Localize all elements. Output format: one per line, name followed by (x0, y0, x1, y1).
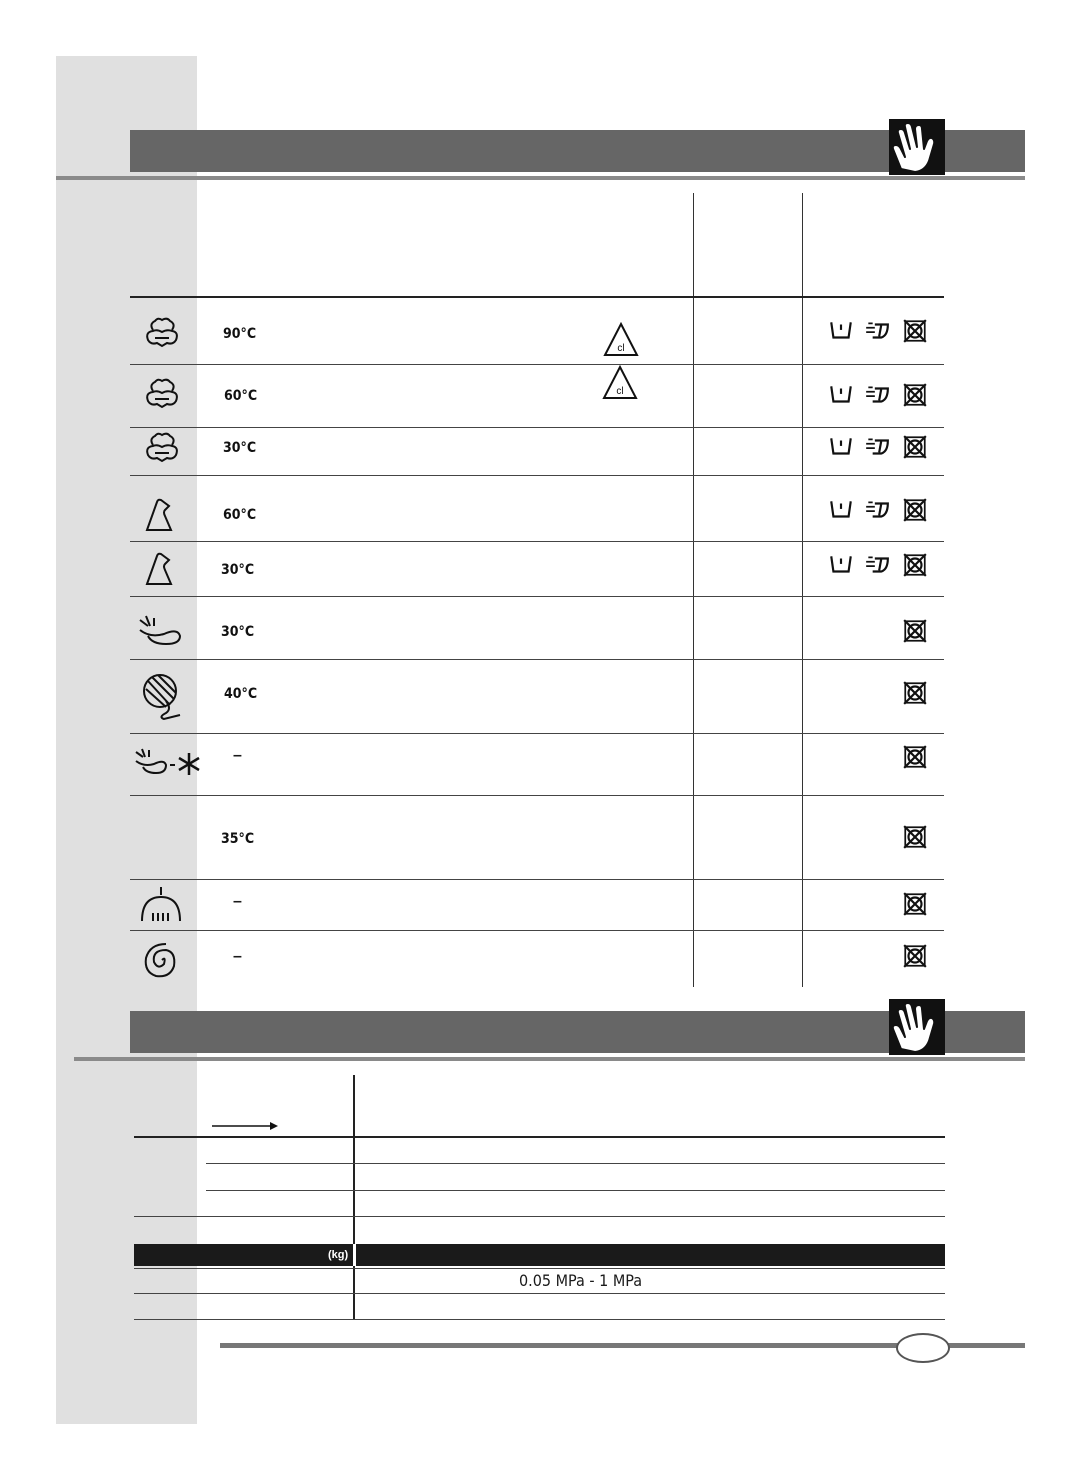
spec-divider (353, 1075, 355, 1320)
capacity-unit: (kg) (328, 1249, 349, 1261)
no-tumble-dry-icon (902, 618, 928, 644)
spin-icon (140, 940, 184, 980)
row-divider (130, 541, 944, 542)
no-tumble-dry-icon (902, 744, 928, 770)
prewash-icon (828, 497, 854, 523)
hand-icon (889, 119, 945, 175)
cotton-icon (143, 316, 181, 350)
no-tumble-dry-icon (902, 943, 928, 969)
easy-iron-icon (864, 318, 890, 344)
temperature-label: 30°C (221, 562, 255, 578)
temperature-label: 60°C (224, 388, 258, 404)
spec-divider (353, 1244, 356, 1266)
wool-icon (138, 671, 186, 721)
water-pressure-value: 0.05 MPa - 1 MPa (519, 1271, 643, 1290)
row-divider (130, 733, 944, 734)
arrow-right-icon (212, 1120, 278, 1132)
row-divider (130, 364, 944, 365)
rinse-icon (138, 885, 184, 925)
easy-iron-icon (864, 382, 890, 408)
temperature-label: – (233, 747, 242, 764)
spec-row-divider (134, 1293, 945, 1294)
cold-delicate-icon (134, 747, 204, 779)
easy-iron-icon (864, 552, 890, 578)
delicate-icon (136, 612, 184, 648)
prewash-icon (828, 552, 854, 578)
row-divider (130, 427, 944, 428)
prewash-icon (828, 318, 854, 344)
page-number-badge (896, 1333, 950, 1363)
easy-iron-icon (864, 497, 890, 523)
no-tumble-dry-icon (902, 552, 928, 578)
temperature-label: 40°C (224, 686, 258, 702)
page-margin-strip (56, 56, 197, 1424)
no-tumble-dry-icon (902, 382, 928, 408)
no-tumble-dry-icon (902, 318, 928, 344)
temperature-label: – (233, 893, 242, 910)
temperature-label: 90°C (223, 326, 257, 342)
row-divider (130, 930, 944, 931)
spec-row-divider (134, 1136, 945, 1138)
temperature-label: – (233, 948, 242, 965)
cotton-icon (143, 431, 181, 465)
prewash-icon (828, 434, 854, 460)
temperature-label: 30°C (223, 440, 257, 456)
header-rule (56, 176, 1025, 180)
chlorine-bleach-icon (603, 322, 639, 358)
cotton-icon (143, 377, 181, 411)
spec-row-divider (134, 1268, 945, 1269)
spec-capacity-row (134, 1244, 945, 1266)
table-header-rule (130, 296, 944, 298)
svg-text:cl: cl (617, 343, 625, 354)
row-divider (130, 659, 944, 660)
row-divider (130, 879, 944, 880)
spec-row-divider (206, 1163, 945, 1164)
synthetic-icon (143, 550, 177, 588)
no-tumble-dry-icon (902, 680, 928, 706)
synthetic-icon (143, 496, 177, 534)
temperature-label: 60°C (223, 507, 257, 523)
no-tumble-dry-icon (902, 891, 928, 917)
row-divider (130, 795, 944, 796)
temperature-label: 30°C (221, 624, 255, 640)
spec-row-divider (206, 1190, 945, 1191)
chlorine-bleach-icon (602, 365, 638, 401)
svg-text:cl: cl (616, 386, 624, 397)
table-divider (693, 193, 694, 987)
spec-row-divider (134, 1216, 945, 1217)
temperature-label: 35°C (221, 831, 255, 847)
no-tumble-dry-icon (902, 497, 928, 523)
easy-iron-icon (864, 434, 890, 460)
spec-row-divider (134, 1319, 945, 1320)
no-tumble-dry-icon (902, 824, 928, 850)
table-divider (802, 193, 803, 987)
no-tumble-dry-icon (902, 434, 928, 460)
header-rule (74, 1057, 1025, 1061)
hand-icon (889, 999, 945, 1055)
row-divider (130, 475, 944, 476)
row-divider (130, 596, 944, 597)
prewash-icon (828, 382, 854, 408)
